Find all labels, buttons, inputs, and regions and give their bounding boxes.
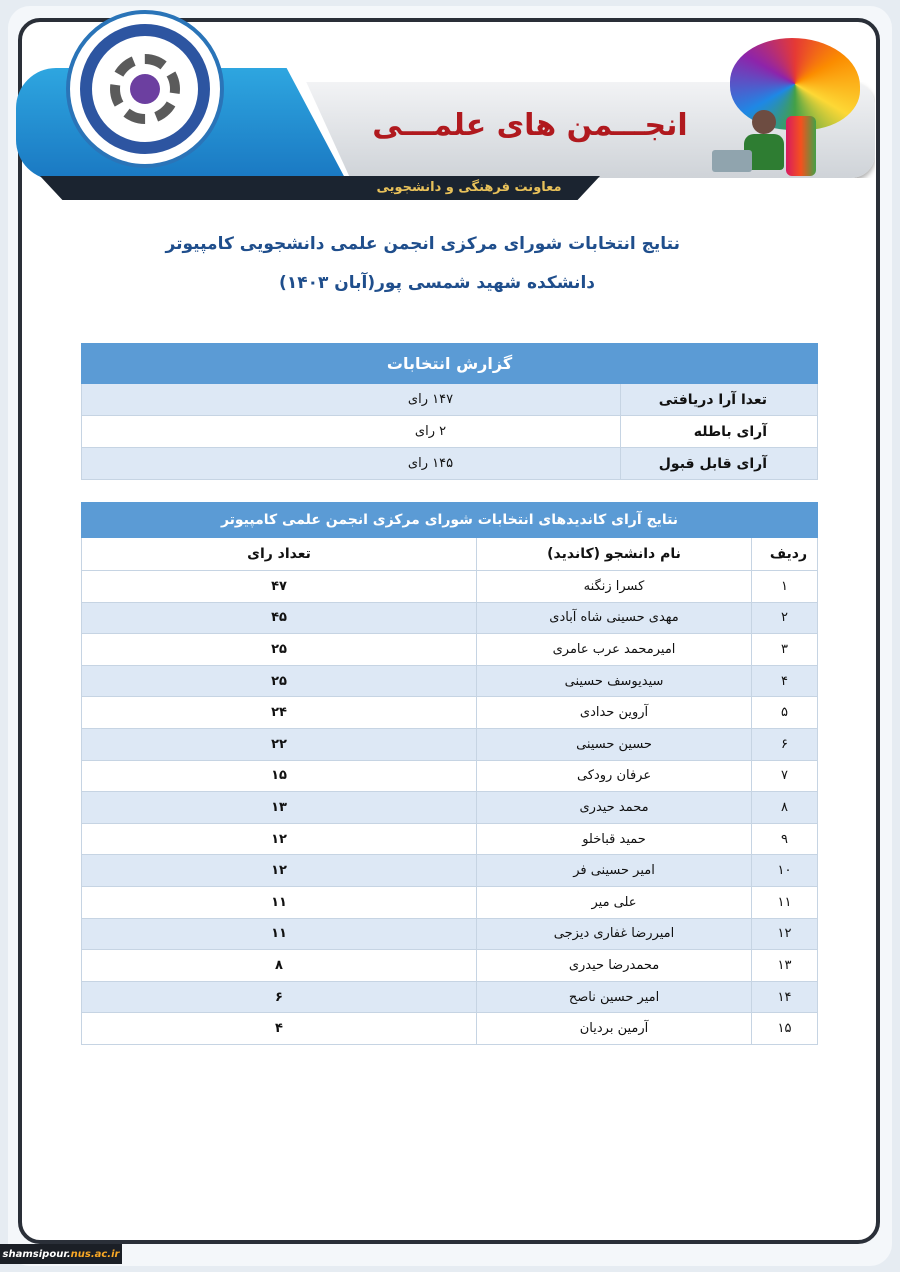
row-number: ۵: [752, 697, 818, 729]
report-value: ۱۴۷ رای: [82, 384, 621, 416]
vote-count: ۱۵: [82, 760, 477, 792]
vote-count: ۲۵: [82, 665, 477, 697]
column-header-candidate-name: نام دانشجو (کاندید): [477, 538, 752, 571]
page-subtitle: دانشکده شهید شمسی پور(آبان ۱۴۰۳): [279, 273, 595, 293]
report-label: آرای باطله: [621, 416, 818, 448]
report-label: تعدا آرا دریافتی: [621, 384, 818, 416]
vote-count: ۴۷: [82, 571, 477, 603]
table-row: [82, 571, 818, 603]
report-label: آرای قابل قبول: [621, 448, 818, 480]
vote-count: ۴۵: [82, 602, 477, 634]
header-subtitle-strip: [340, 176, 598, 198]
row-number: ۷: [752, 760, 818, 792]
candidate-name: امیرمحمد عرب عامری: [477, 634, 752, 666]
candidate-name: آروین حدادی: [477, 697, 752, 729]
table-row: [82, 823, 818, 855]
report-row: [82, 416, 818, 448]
candidate-name: علی میر: [477, 886, 752, 918]
table-row: [82, 602, 818, 634]
candidate-name: عرفان رودکی: [477, 760, 752, 792]
vote-count: ۲۵: [82, 634, 477, 666]
laptop-icon: [712, 150, 752, 172]
table-row: [82, 950, 818, 982]
table-row: [82, 665, 818, 697]
candidate-name: امیررضا غفاری دیزجی: [477, 918, 752, 950]
candidate-name: مهدی حسینی شاه آبادی: [477, 602, 752, 634]
candidate-name: حسین حسینی: [477, 728, 752, 760]
candidate-results-table: [81, 502, 818, 1045]
vote-count: ۶: [82, 981, 477, 1013]
report-row: [82, 448, 818, 480]
table-row: [82, 855, 818, 887]
row-number: ۱: [752, 571, 818, 603]
table-row: [82, 760, 818, 792]
row-number: ۱۳: [752, 950, 818, 982]
row-number: ۱۵: [752, 1013, 818, 1045]
vote-count: ۱۲: [82, 855, 477, 887]
footer-site-accent: nus.ac.ir: [70, 1248, 120, 1260]
report-row: [82, 384, 818, 416]
row-number: ۱۰: [752, 855, 818, 887]
vote-count: ۱۳: [82, 792, 477, 824]
vote-count: ۱۱: [82, 886, 477, 918]
row-number: ۴: [752, 665, 818, 697]
header-subtitle: معاونت فرهنگی و دانشجویی: [376, 179, 562, 195]
report-title: گزارش انتخابات: [82, 344, 818, 384]
vote-count: ۱۲: [82, 823, 477, 855]
header-title: انجـــمن های علمـــی: [372, 108, 688, 143]
table-row: [82, 1013, 818, 1045]
results-title: نتایج آرای کاندیدهای انتخابات شورای مرکزی انجمن علمی کامپیوتر: [82, 503, 818, 538]
footer-website: [0, 1244, 122, 1264]
candidate-name: محمد حیدری: [477, 792, 752, 824]
row-number: ۶: [752, 728, 818, 760]
candidate-name: محمدرضا حیدری: [477, 950, 752, 982]
election-report-table: [81, 343, 818, 480]
row-number: ۱۴: [752, 981, 818, 1013]
table-row: [82, 728, 818, 760]
column-header-vote-count: تعداد رای: [82, 538, 477, 571]
vote-count: ۱۱: [82, 918, 477, 950]
vote-count: ۲۴: [82, 697, 477, 729]
candidate-name: کسرا زنگنه: [477, 571, 752, 603]
vote-count: ۴: [82, 1013, 477, 1045]
report-value: ۱۴۵ رای: [82, 448, 621, 480]
page-title: نتایج انتخابات شورای مرکزی انجمن علمی دانشجویی کامپیوتر: [165, 234, 680, 254]
row-number: ۳: [752, 634, 818, 666]
row-number: ۲: [752, 602, 818, 634]
table-row: [82, 886, 818, 918]
candidate-name: آرمین بردیان: [477, 1013, 752, 1045]
table-row: [82, 981, 818, 1013]
row-number: ۹: [752, 823, 818, 855]
column-header-row-number: ردیف: [752, 538, 818, 571]
row-number: ۱۲: [752, 918, 818, 950]
table-row: [82, 697, 818, 729]
candidate-name: امیر حسینی فر: [477, 855, 752, 887]
vote-count: ۸: [82, 950, 477, 982]
footer-site-main: shamsipour.: [2, 1248, 71, 1260]
table-row: [82, 792, 818, 824]
table-row: [82, 918, 818, 950]
row-number: ۸: [752, 792, 818, 824]
association-logo-icon: [66, 10, 224, 168]
table-row: [82, 634, 818, 666]
candidate-name: حمید قباخلو: [477, 823, 752, 855]
candidate-name: امیر حسین ناصح: [477, 981, 752, 1013]
report-value: ۲ رای: [82, 416, 621, 448]
candidate-name: سیدیوسف حسینی: [477, 665, 752, 697]
row-number: ۱۱: [752, 886, 818, 918]
vote-count: ۲۲: [82, 728, 477, 760]
